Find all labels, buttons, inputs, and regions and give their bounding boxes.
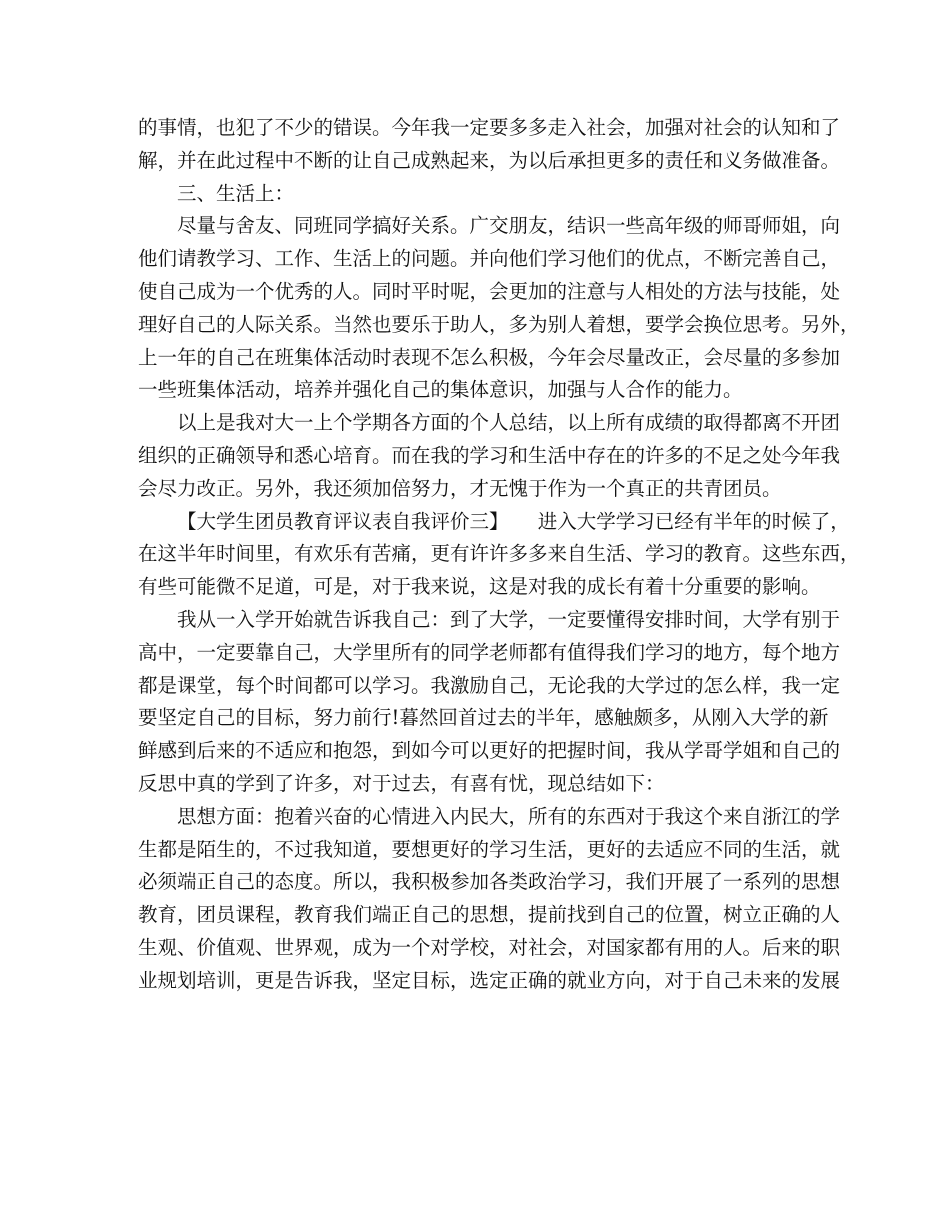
text-line: 生观、价值观、世界观，成为一个对学校，对社会，对国家都有用的人。后来的职 xyxy=(138,935,841,959)
text-line: 的事情，也犯了不少的错误。今年我一定要多多走入社会，加强对社会的认知和了 xyxy=(138,116,841,139)
text-line: 必须端正自己的态度。所以，我积极参加各类政治学习，我们开展了一系列的思想 xyxy=(138,870,841,894)
text-line: 上一年的自己在班集体活动时表现不怎么积极，今年会尽量改正，会尽量的多参加 xyxy=(138,345,841,369)
text-line: 有些可能微不足道，可是，对于我来说，这是对我的成长有着十分重要的影响。 xyxy=(138,575,821,599)
text-line: 理好自己的人际关系。当然也要乐于助人，多为别人着想，要学会换位思考。另外， xyxy=(138,312,860,336)
text-line: 以上是我对大一上个学期各方面的个人总结，以上所有成绩的取得都离不开团 xyxy=(177,411,841,435)
text-line: 使自己成为一个优秀的人。同时平时呢，会更加的注意与人相处的方法与技能，处 xyxy=(138,279,841,303)
text-line: 生都是陌生的，不过我知道，要想更好的学习生活，更好的去适应不同的生活，就 xyxy=(138,837,841,861)
text-line: 都是课堂，每个时间都可以学习。我激励自己，无论我的大学过的怎么样，我一定 xyxy=(138,673,841,697)
text-line: 解，并在此过程中不断的让自己成熟起来，为以后承担更多的责任和义务做准备。 xyxy=(138,148,841,172)
text-line: 一些班集体活动，培养并强化自己的集体意识，加强与人合作的能力。 xyxy=(138,378,743,402)
text-line: 业规划培训，更是告诉我，坚定目标，选定正确的就业方向，对于自己未来的发展 xyxy=(138,968,841,992)
text-line: 鲜感到后来的不适应和抱怨，到如今可以更好的把握时间，我从学哥学姐和自己的 xyxy=(138,739,841,763)
text-line: 【大学生团员教育评议表自我评价三】 进入大学学习已经有半年的时候了， xyxy=(177,509,850,533)
text-line: 反思中真的学到了许多，对于过去，有喜有忧，现总结如下： xyxy=(138,771,665,795)
text-line: 在这半年时间里，有欢乐有苦痛，更有许许多多来自生活、学习的教育。这些东西， xyxy=(138,542,860,566)
text-line: 我从一入学开始就告诉我自己：到了大学，一定要懂得安排时间，大学有别于 xyxy=(177,607,841,631)
text-line: 高中，一定要靠自己，大学里所有的同学老师都有值得我们学习的地方，每个地方 xyxy=(138,640,841,664)
document-body xyxy=(138,112,860,998)
text-line: 教育，团员课程，教育我们端正自己的思想，提前找到自己的位置，树立正确的人 xyxy=(138,903,841,927)
text-line: 尽量与舍友、同班同学搞好关系。广交朋友，结识一些高年级的师哥师姐，向 xyxy=(177,214,841,238)
text-line: 他们请教学习、工作、生活上的问题。并向他们学习他们的优点，不断完善自己， xyxy=(138,247,841,271)
text-line: 组织的正确领导和悉心培育。而在我的学习和生活中存在的许多的不足之处今年我 xyxy=(138,443,841,467)
text-line: 思想方面：抱着兴奋的心情进入内民大，所有的东西对于我这个来自浙江的学 xyxy=(177,804,841,828)
text-line: 要坚定自己的目标，努力前行!暮然回首过去的半年，感触颇多，从刚入大学的新 xyxy=(138,706,829,730)
text-line: 会尽力改正。另外，我还须加倍努力，才无愧于作为一个真正的共青团员。 xyxy=(138,476,782,500)
text-line: 三、生活上： xyxy=(177,181,295,205)
